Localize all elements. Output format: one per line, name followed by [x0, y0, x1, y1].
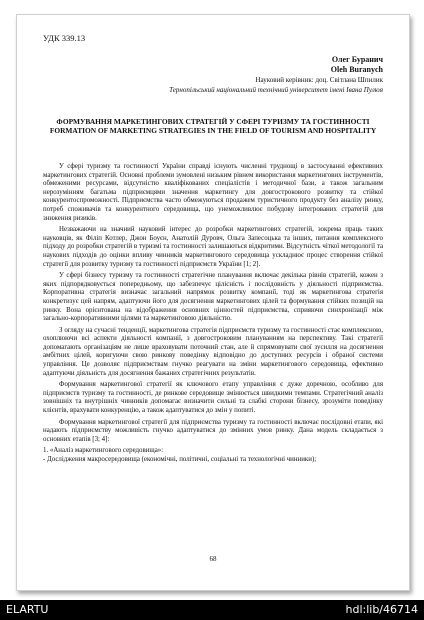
paragraph: У сфері бізнесу туризму та гостинності стратегічне планування включає декілька рівнів стратегій, кожен з яких підпорядковується попередньому, що забезпечує цілісність і послідовність у діяльності підприємства. Корпоративна стратегія визначає загальний напрямок розвитку компанії, тоді як маркетингова стратегія конкретизує цей напрям, адаптуючи його для досягнення маркетингових цілей та формування стійких позицій на ринку. Вона орієнтована на відображення основних цінностей підприємства, сприяючи синхронізації між загально-корпоративними цілями та маркетинговою діяльністю.: [43, 272, 383, 323]
paragraph: Незважаючи на значний науковий інтерес до розробки маркетингових стратегій, зокрема праць таких науковців, як Філіп Котлер, Джон Боуєн, Анатолій Дуровч, Ольга Запесоцька та інших, питання комплексного підходу до розробки стратегій в туризмі та гостинності залишаються відкритими. Відсутність чіткої методології та наукових підходів до оцінки впливу чинників маркетингового середовища ускладнює процес створення стійкої стратегії для розвитку туризму та гостинності підприємств України [1; 2].: [43, 226, 383, 268]
affiliation-line: Тернопільський національний технічний університет імені Івана Пулюя: [169, 86, 383, 94]
paragraph: Формування маркетингової стратегії як ключового етапу управління є дуже доречною, особливо для підприємств туризму та гостинності, де ринкове середовище змінюється швидкими темпами. Стратегічний аналіз зовнішніх та внутрішніх чинників допомагає визначити сильні та слабкі сторони бізнесу, зрозуміти поведінку клієнтів, врахувати конкуренцію, а також адаптуватися до змін у попиті.: [43, 381, 383, 415]
repository-name: ELARTU: [6, 603, 49, 616]
repository-footer: [0, 600, 424, 620]
author-block: [331, 55, 383, 75]
paragraph: Формування маркетингової стратегії для підприємства туризму та гостинності включає послідовні етапи, які надають підприємству можливість гнучко адаптуватися до змінних умов ринку. Дана модель складається з основних етапів [3; 4]:: [43, 418, 383, 443]
paragraph: З огляду на сучасні тенденції, маркетингова стратегія підприємств туризму та гостинності стає комплексною, охоплюючи всі аспекти діяльності компанії, з довгостроковим плануванням на перспективу. Такі стратегії допомагають організаціям не лише враховувати поточний стан, але й спрямовувати свої зусилля на досягнення амбітних цілей, коригуючи свою ринкову поведінку відповідно до доступних ресурсів і обраної системи управління. Це дозволяє підприємствам гнучко реагувати на зміни маркетингового середовища, ефективно адаптуючи діяльність для досягнення бажаних стратегічних результатів.: [43, 326, 383, 377]
udk-code: УДК 339.13: [43, 33, 86, 43]
page-number: 68: [209, 555, 217, 563]
document-page: [16, 14, 410, 591]
paragraph: У сфері туризму та гостинності України справді існують численні труднощі в застосуванні ефективних маркетингових стратегій. Основні проблеми зумовлені низьким рівнем використання маркетингових інструментів, обмеженими ресурсами, відсутністю кваліфікованих спеціалістів і методичної бази, а також загальним нерозумінням багатьма підприємцями значення маркетингу для довгострокового розвитку та стійкої конкурентоспроможності. Підприємства часто обмежуються продажем туристичного продукту без аналізу ринку, потреб споживачів та конкурентного середовища, що унеможливлює побудову інтегрованих стратегій для зниження ризиків.: [43, 163, 383, 222]
author-name-en: Oleh Buranych: [330, 65, 383, 74]
title-en: FORMATION OF MARKETING STRATEGIES IN THE FIELD OF TOURISM AND HOSPITALITY: [49, 126, 377, 135]
list-item: - Дослідження макросередовища (економічні, політичні, соціальні та технологічні чинники);: [43, 456, 317, 463]
body-text: [43, 163, 383, 465]
author-name-ua: Олег Буранич: [331, 55, 383, 64]
supervisor-line: Науковий керівник: доц. Світлана Шпилик: [255, 76, 383, 84]
list-item: 1. «Аналіз маркетингового середовища»:: [43, 447, 164, 455]
title-block: [43, 117, 383, 135]
handle-link[interactable]: hdl:lib/46714: [345, 603, 418, 616]
title-ua: ФОРМУВАННЯ МАРКЕТИНГОВИХ СТРАТЕГІЙ У СФЕРІ ТУРИЗМУ ТА ГОСТИННОСТІ: [56, 117, 370, 126]
